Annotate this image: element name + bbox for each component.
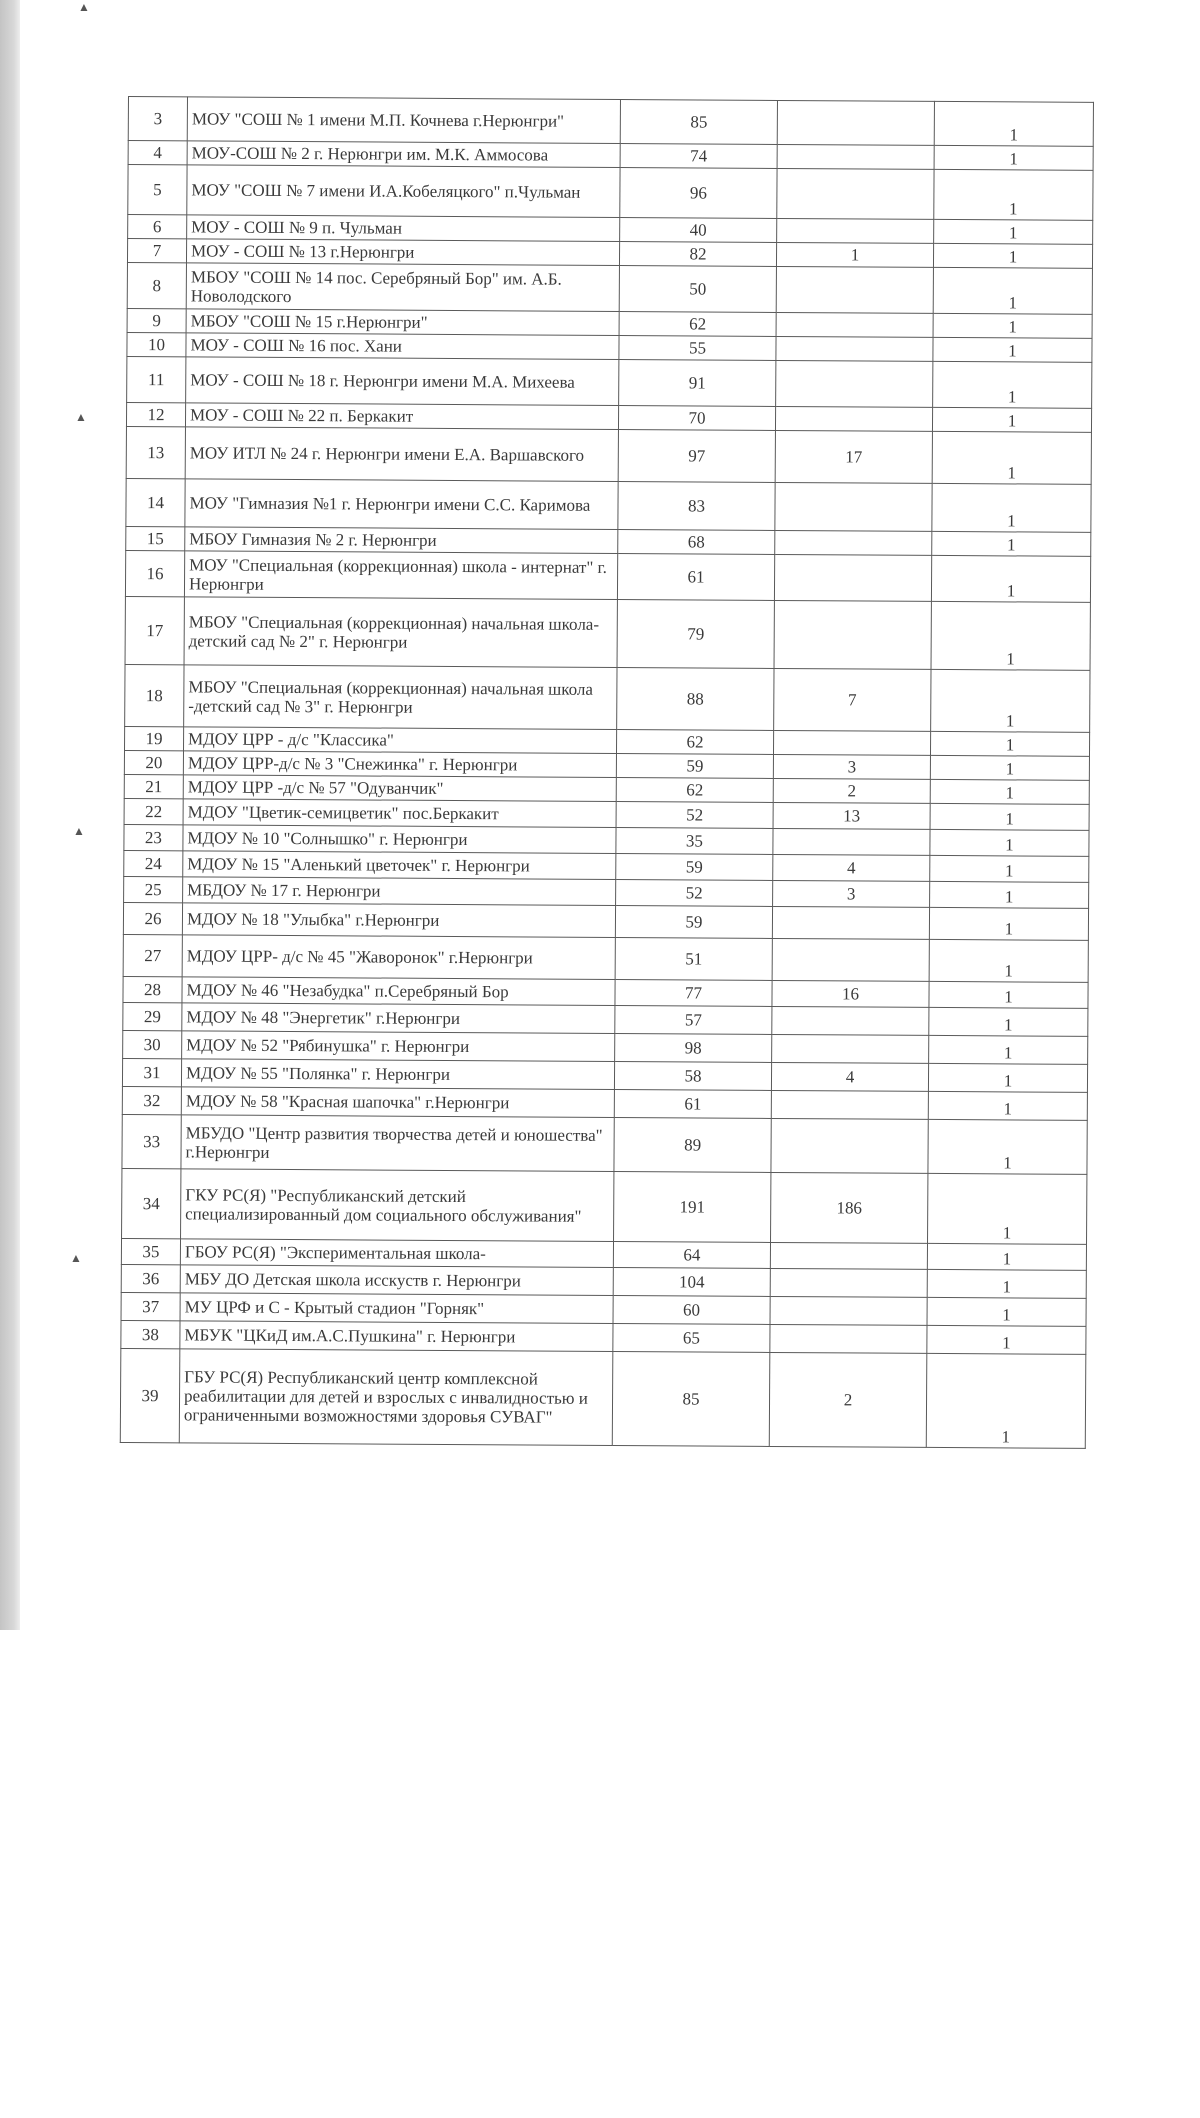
organization-name: МУ ЦРФ и С - Крытый стадион "Горняк": [180, 1293, 613, 1324]
organization-name: МДОУ № 46 "Незабудка" п.Серебряный Бор: [182, 977, 615, 1006]
row-number: 26: [123, 902, 182, 934]
row-number: 16: [125, 550, 184, 596]
total-count: 55: [619, 336, 776, 361]
row-number: 31: [122, 1058, 181, 1086]
row-number: 18: [125, 664, 184, 726]
unit-count: 1: [931, 601, 1090, 670]
total-count: 98: [615, 1033, 772, 1062]
unit-count: 1: [932, 531, 1091, 556]
row-number: 4: [128, 141, 187, 165]
unit-count: 1: [934, 145, 1093, 170]
organization-name: МОУ - СОШ № 9 п. Чульман: [187, 215, 620, 242]
organization-name: ГБУ РС(Я) Республиканский центр комплексной реабилитации для детей и взрослых с инвалидностью и ограниченными возможностями здоровья СУВАГ": [179, 1349, 613, 1446]
unit-count: 1: [930, 731, 1089, 756]
unit-count: 1: [933, 361, 1092, 408]
extra-count: 3: [773, 880, 930, 907]
total-count: 62: [616, 729, 773, 754]
unit-count: 1: [927, 1269, 1086, 1298]
extra-count: [771, 1118, 928, 1173]
total-count: 57: [615, 1005, 772, 1034]
row-number: 27: [123, 934, 182, 976]
total-count: 65: [613, 1323, 770, 1352]
extra-count: [772, 1034, 929, 1063]
row-number: 30: [123, 1030, 182, 1058]
unit-count: 1: [930, 803, 1089, 830]
unit-count: 1: [933, 313, 1092, 338]
total-count: 85: [620, 100, 777, 145]
table-row: [123, 934, 1088, 982]
total-count: 64: [613, 1241, 770, 1268]
total-count: 83: [618, 482, 775, 531]
table-row: [125, 596, 1090, 670]
total-count: 59: [616, 853, 773, 880]
organization-name: МДОУ № 58 "Красная шапочка" г.Нерюнгри: [181, 1087, 614, 1118]
extra-count: [777, 100, 934, 145]
extra-count: 4: [771, 1062, 928, 1091]
extra-count: [772, 938, 929, 981]
row-number: 10: [127, 332, 186, 356]
row-number: 20: [124, 750, 183, 774]
organization-name: МДОУ № 15 "Аленький цветочек" г. Нерюнгри: [183, 851, 616, 880]
total-count: 62: [619, 312, 776, 337]
organization-name: МБУДО "Центр развития творчества детей и юношества" г.Нерюнгри: [181, 1115, 614, 1172]
table-row: [128, 97, 1093, 147]
unit-count: 1: [929, 907, 1088, 940]
row-number: 24: [124, 850, 183, 876]
extra-count: [772, 906, 929, 939]
organization-name: МДОУ № 55 "Полянка" г. Нерюнгри: [181, 1059, 614, 1090]
extra-count: [770, 1242, 927, 1269]
unit-count: 1: [929, 939, 1088, 982]
extra-count: 4: [773, 854, 930, 881]
total-count: 62: [616, 777, 773, 802]
total-count: 51: [615, 937, 772, 980]
organization-name: МБУ ДО Детская школа исскуств г. Нерюнгри: [180, 1265, 613, 1296]
unit-count: 1: [933, 267, 1092, 314]
table-row: [127, 262, 1092, 314]
scan-speck: ▲: [78, 0, 90, 14]
organization-name: МДОУ "Цветик-семицветик" пос.Беркакит: [183, 799, 616, 828]
total-count: 61: [614, 1089, 771, 1118]
total-count: 85: [612, 1351, 770, 1446]
total-count: 88: [617, 667, 774, 730]
organization-name: МБОУ "Специальная (коррекционная) начальная школа -детский сад № 3" г. Нерюнгри: [184, 665, 617, 730]
total-count: 82: [619, 242, 776, 267]
unit-count: 1: [929, 1007, 1088, 1036]
unit-count: 1: [934, 101, 1093, 146]
row-number: 14: [126, 478, 185, 526]
extra-count: [772, 1006, 929, 1035]
extra-count: [774, 554, 931, 601]
row-number: 3: [128, 97, 187, 141]
row-number: 19: [125, 726, 184, 750]
organization-name: МБОУ Гимназия № 2 г. Нерюнгри: [185, 527, 618, 554]
extra-count: [770, 1324, 927, 1353]
unit-count: 1: [929, 1035, 1088, 1064]
extra-count: 7: [774, 668, 931, 731]
table-row: [128, 165, 1093, 221]
organization-name: МБОУ "СОШ № 14 пос. Серебряный Бор" им. А.Б. Новолодского: [186, 263, 619, 312]
total-count: 59: [615, 905, 772, 938]
unit-count: 1: [930, 881, 1089, 908]
extra-count: 1: [776, 242, 933, 267]
extra-count: [771, 1090, 928, 1119]
row-number: 12: [126, 402, 185, 426]
row-number: 17: [125, 596, 184, 664]
extra-count: [773, 730, 930, 755]
row-number: 11: [127, 356, 186, 402]
row-number: 25: [124, 876, 183, 902]
scan-edge-shadow: [0, 0, 20, 1630]
row-number: 5: [128, 165, 187, 215]
unit-count: 1: [930, 855, 1089, 882]
organization-name: МОУ - СОШ № 18 г. Нерюнгри имени М.А. Михеева: [186, 357, 619, 406]
row-number: 33: [122, 1114, 181, 1168]
total-count: 60: [613, 1295, 770, 1324]
extra-count: [770, 1296, 927, 1325]
table-row: [122, 1114, 1087, 1174]
row-number: 29: [123, 1002, 182, 1030]
extra-count: [777, 168, 934, 219]
extra-count: [776, 266, 933, 313]
unit-count: 1: [934, 169, 1093, 220]
row-number: 22: [124, 798, 183, 824]
row-number: 28: [123, 976, 182, 1002]
organization-name: МДОУ ЦРР- д/с № 45 "Жаворонок" г.Нерюнгри: [182, 935, 615, 980]
row-number: 37: [121, 1292, 180, 1320]
row-number: 36: [121, 1264, 180, 1292]
unit-count: 1: [933, 337, 1092, 362]
unit-count: 1: [930, 829, 1089, 856]
total-count: 79: [617, 599, 774, 668]
unit-count: 1: [927, 1243, 1086, 1270]
scan-speck: ▲: [73, 824, 85, 838]
unit-count: 1: [928, 1063, 1087, 1092]
row-number: 7: [127, 239, 186, 263]
organization-name: МДОУ № 10 "Солнышко" г. Нерюнгри: [183, 825, 616, 854]
total-count: 91: [619, 360, 776, 407]
extra-count: 2: [773, 778, 930, 803]
unit-count: 1: [928, 1173, 1087, 1244]
extra-count: 16: [772, 980, 929, 1007]
row-number: 8: [127, 262, 186, 308]
unit-count: 1: [931, 555, 1090, 602]
total-count: 52: [616, 879, 773, 906]
organization-name: МДОУ № 48 "Энергетик" г.Нерюнгри: [182, 1003, 615, 1034]
extra-count: 3: [773, 754, 930, 779]
unit-count: 1: [928, 1091, 1087, 1120]
organization-name: МОУ "СОШ № 7 имени И.А.Кобеляцкого" п.Чульман: [187, 165, 620, 218]
unit-count: 1: [926, 1353, 1086, 1448]
table-row: [127, 356, 1092, 408]
total-count: 97: [618, 430, 775, 483]
unit-count: 1: [933, 243, 1092, 268]
unit-count: 1: [931, 669, 1090, 732]
extra-count: 17: [775, 430, 932, 483]
total-count: 50: [619, 266, 776, 313]
total-count: 89: [614, 1117, 771, 1172]
total-count: 70: [618, 406, 775, 431]
unit-count: 1: [928, 1119, 1087, 1174]
row-number: 13: [126, 426, 185, 478]
organization-name: МБОУ "Специальная (коррекционная) начальная школа-детский сад № 2" г. Нерюнгри: [184, 597, 617, 668]
unit-count: 1: [934, 219, 1093, 244]
row-number: 9: [127, 308, 186, 332]
organization-name: МОУ-СОШ № 2 г. Нерюнгри им. М.К. Аммосова: [187, 141, 620, 168]
row-number: 32: [122, 1086, 181, 1114]
unit-count: 1: [930, 755, 1089, 780]
unit-count: 1: [932, 483, 1091, 532]
extra-count: [773, 828, 930, 855]
extra-count: [776, 312, 933, 337]
row-number: 23: [124, 824, 183, 850]
organization-name: МДОУ ЦРР - д/с "Классика": [184, 727, 617, 754]
organization-name: МОУ - СОШ № 16 пос. Хани: [186, 333, 619, 360]
row-number: 39: [120, 1348, 180, 1442]
unit-count: 1: [927, 1325, 1086, 1354]
total-count: 74: [620, 144, 777, 169]
total-count: 68: [618, 530, 775, 555]
organization-name: МОУ "Гимназия №1 г. Нерюнгри имени С.С. Каримова: [185, 479, 618, 530]
extra-count: [770, 1268, 927, 1297]
table-row: [122, 1168, 1087, 1244]
total-count: 40: [620, 218, 777, 243]
extra-count: 186: [771, 1172, 928, 1243]
organization-name: ГКУ РС(Я) "Республиканский детский специализированный дом социального обслуживания": [181, 1169, 614, 1242]
total-count: 59: [616, 753, 773, 778]
table-row: [126, 478, 1091, 532]
organization-name: МДОУ ЦРР -д/с № 57 "Одуванчик": [183, 775, 616, 802]
total-count: 104: [613, 1267, 770, 1296]
extra-count: [775, 530, 932, 555]
table-row: [120, 1348, 1086, 1448]
total-count: 35: [616, 827, 773, 854]
extra-count: [774, 600, 931, 669]
table-row: [126, 426, 1091, 484]
organization-name: МДОУ № 52 "Рябинушка" г. Нерюнгри: [182, 1031, 615, 1062]
extra-count: 2: [769, 1352, 927, 1447]
organization-name: МДОУ № 18 "Улыбка" г.Нерюнгри: [182, 903, 615, 938]
row-number: 35: [121, 1238, 180, 1264]
organization-name: МБДОУ № 17 г. Нерюнгри: [183, 877, 616, 906]
row-number: 15: [126, 526, 185, 550]
unit-count: 1: [932, 407, 1091, 432]
scan-speck: ▲: [75, 410, 87, 424]
organization-name: МОУ - СОШ № 13 г.Нерюнгри: [186, 239, 619, 266]
extra-count: [776, 360, 933, 407]
organization-name: МОУ "СОШ № 1 имени М.П. Кочнева г.Нерюнгри": [187, 97, 620, 144]
organization-name: МОУ "Специальная (коррекционная) школа - интернат" г. Нерюнгри: [184, 551, 617, 600]
extra-count: [775, 406, 932, 431]
organization-name: МОУ - СОШ № 22 п. Беркакит: [185, 403, 618, 430]
row-number: 34: [122, 1168, 181, 1238]
extra-count: [777, 144, 934, 169]
organization-name: ГБОУ РС(Я) "Экспериментальная школа-: [180, 1239, 613, 1268]
total-count: 77: [615, 979, 772, 1006]
table-row: [125, 664, 1090, 732]
total-count: 52: [616, 801, 773, 828]
row-number: 6: [128, 215, 187, 239]
scan-speck: ▲: [70, 1251, 82, 1265]
unit-count: 1: [927, 1297, 1086, 1326]
extra-count: [776, 336, 933, 361]
unit-count: 1: [932, 431, 1091, 484]
unit-count: 1: [929, 981, 1088, 1008]
row-number: 21: [124, 774, 183, 798]
table-body: [120, 97, 1093, 1449]
document-table: [120, 96, 1094, 1449]
total-count: 61: [617, 554, 774, 601]
extra-count: [777, 218, 934, 243]
total-count: 96: [620, 168, 777, 219]
row-number: 38: [121, 1320, 180, 1348]
total-count: 58: [614, 1061, 771, 1090]
organization-name: МБОУ "СОШ № 15 г.Нерюнгри": [186, 309, 619, 336]
extra-count: [775, 482, 932, 531]
extra-count: 13: [773, 802, 930, 829]
organization-name: МДОУ ЦРР-д/с № 3 "Снежинка" г. Нерюнгри: [183, 751, 616, 778]
organization-name: МБУК "ЦКиД им.А.С.Пушкина" г. Нерюнгри: [180, 1321, 613, 1352]
unit-count: 1: [930, 779, 1089, 804]
organization-name: МОУ ИТЛ № 24 г. Нерюнгри имени Е.А. Варшавского: [185, 427, 618, 482]
total-count: 191: [614, 1171, 771, 1242]
table-row: [125, 550, 1090, 602]
